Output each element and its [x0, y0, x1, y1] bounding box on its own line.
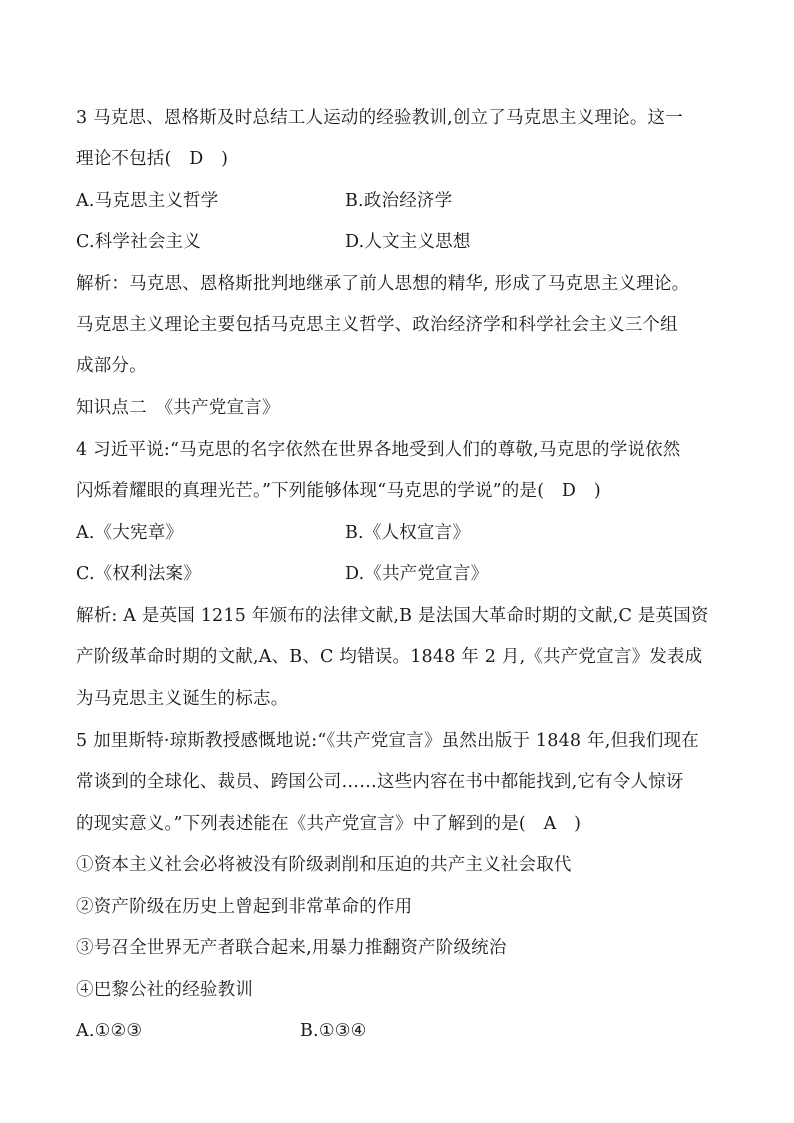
q4-stem-line2: 闪烁着耀眼的真理光芒。”下列能够体现“马克思的学说”的是( D ) [76, 481, 601, 501]
q4-option-a: A.《大宪章》 [76, 523, 184, 543]
q4-option-b: B.《人权宣言》 [345, 523, 471, 543]
section-heading: 知识点二 《共产党宣言》 [76, 398, 280, 418]
q5-item-4: ④巴黎公社的经验教训 [76, 980, 253, 1000]
q5-option-b: B.①③④ [300, 1021, 367, 1041]
q4-analysis-line2: 产阶级革命时期的文献,A、B、C 均错误。1848 年 2 月,《共产党宣言》发表成 [76, 647, 703, 667]
q3-option-c: C.科学社会主义 [76, 232, 201, 252]
q3-option-d: D.人文主义思想 [345, 232, 471, 252]
q3-option-b: B.政治经济学 [345, 191, 453, 211]
q3-analysis-line3: 成部分。 [76, 356, 147, 376]
q5-option-a: A.①②③ [76, 1021, 143, 1041]
q3-stem-line1: 3 马克思、恩格斯及时总结工人运动的经验教训,创立了马克思主义理论。这一 [76, 108, 683, 128]
q4-analysis-line3: 为马克思主义诞生的标志。 [76, 689, 289, 709]
q5-item-1: ①资本主义社会必将被没有阶级剥削和压迫的共产主义社会取代 [76, 855, 572, 875]
q4-stem-line1: 4 习近平说:“马克思的名字依然在世界各地受到人们的尊敬,马克思的学说依然 [76, 440, 681, 460]
q4-option-d: D.《共产党宣言》 [345, 564, 489, 584]
q5-item-2: ②资产阶级在历史上曾起到非常革命的作用 [76, 897, 413, 917]
q4-option-c: C.《权利法案》 [76, 564, 201, 584]
q5-stem-line1: 5 加里斯特·琼斯教授感慨地说:“《共产党宣言》虽然出版于 1848 年,但我们现在 [76, 731, 699, 751]
q3-option-a: A.马克思主义哲学 [76, 191, 219, 211]
q4-analysis-line1: 解析: A 是英国 1215 年颁布的法律文献,B 是法国大革命时期的文献,C 是英国资 [76, 606, 709, 626]
q3-stem-line2: 理论不包括( D ) [76, 149, 229, 169]
q5-stem-line2: 常谈到的全球化、裁员、跨国公司……这些内容在书中都能找到,它有令人惊讶 [76, 772, 684, 792]
q5-stem-line3: 的现实意义。”下列表述能在《共产党宣言》中了解到的是( A ) [76, 814, 582, 834]
q3-analysis-line2: 马克思主义理论主要包括马克思主义哲学、政治经济学和科学社会主义三个组 [76, 315, 678, 335]
q3-analysis-line1: 解析：马克思、恩格斯批判地继承了前人思想的精华, 形成了马克思主义理论。 [76, 274, 690, 294]
q5-item-3: ③号召全世界无产者联合起来,用暴力推翻资产阶级统治 [76, 938, 507, 958]
